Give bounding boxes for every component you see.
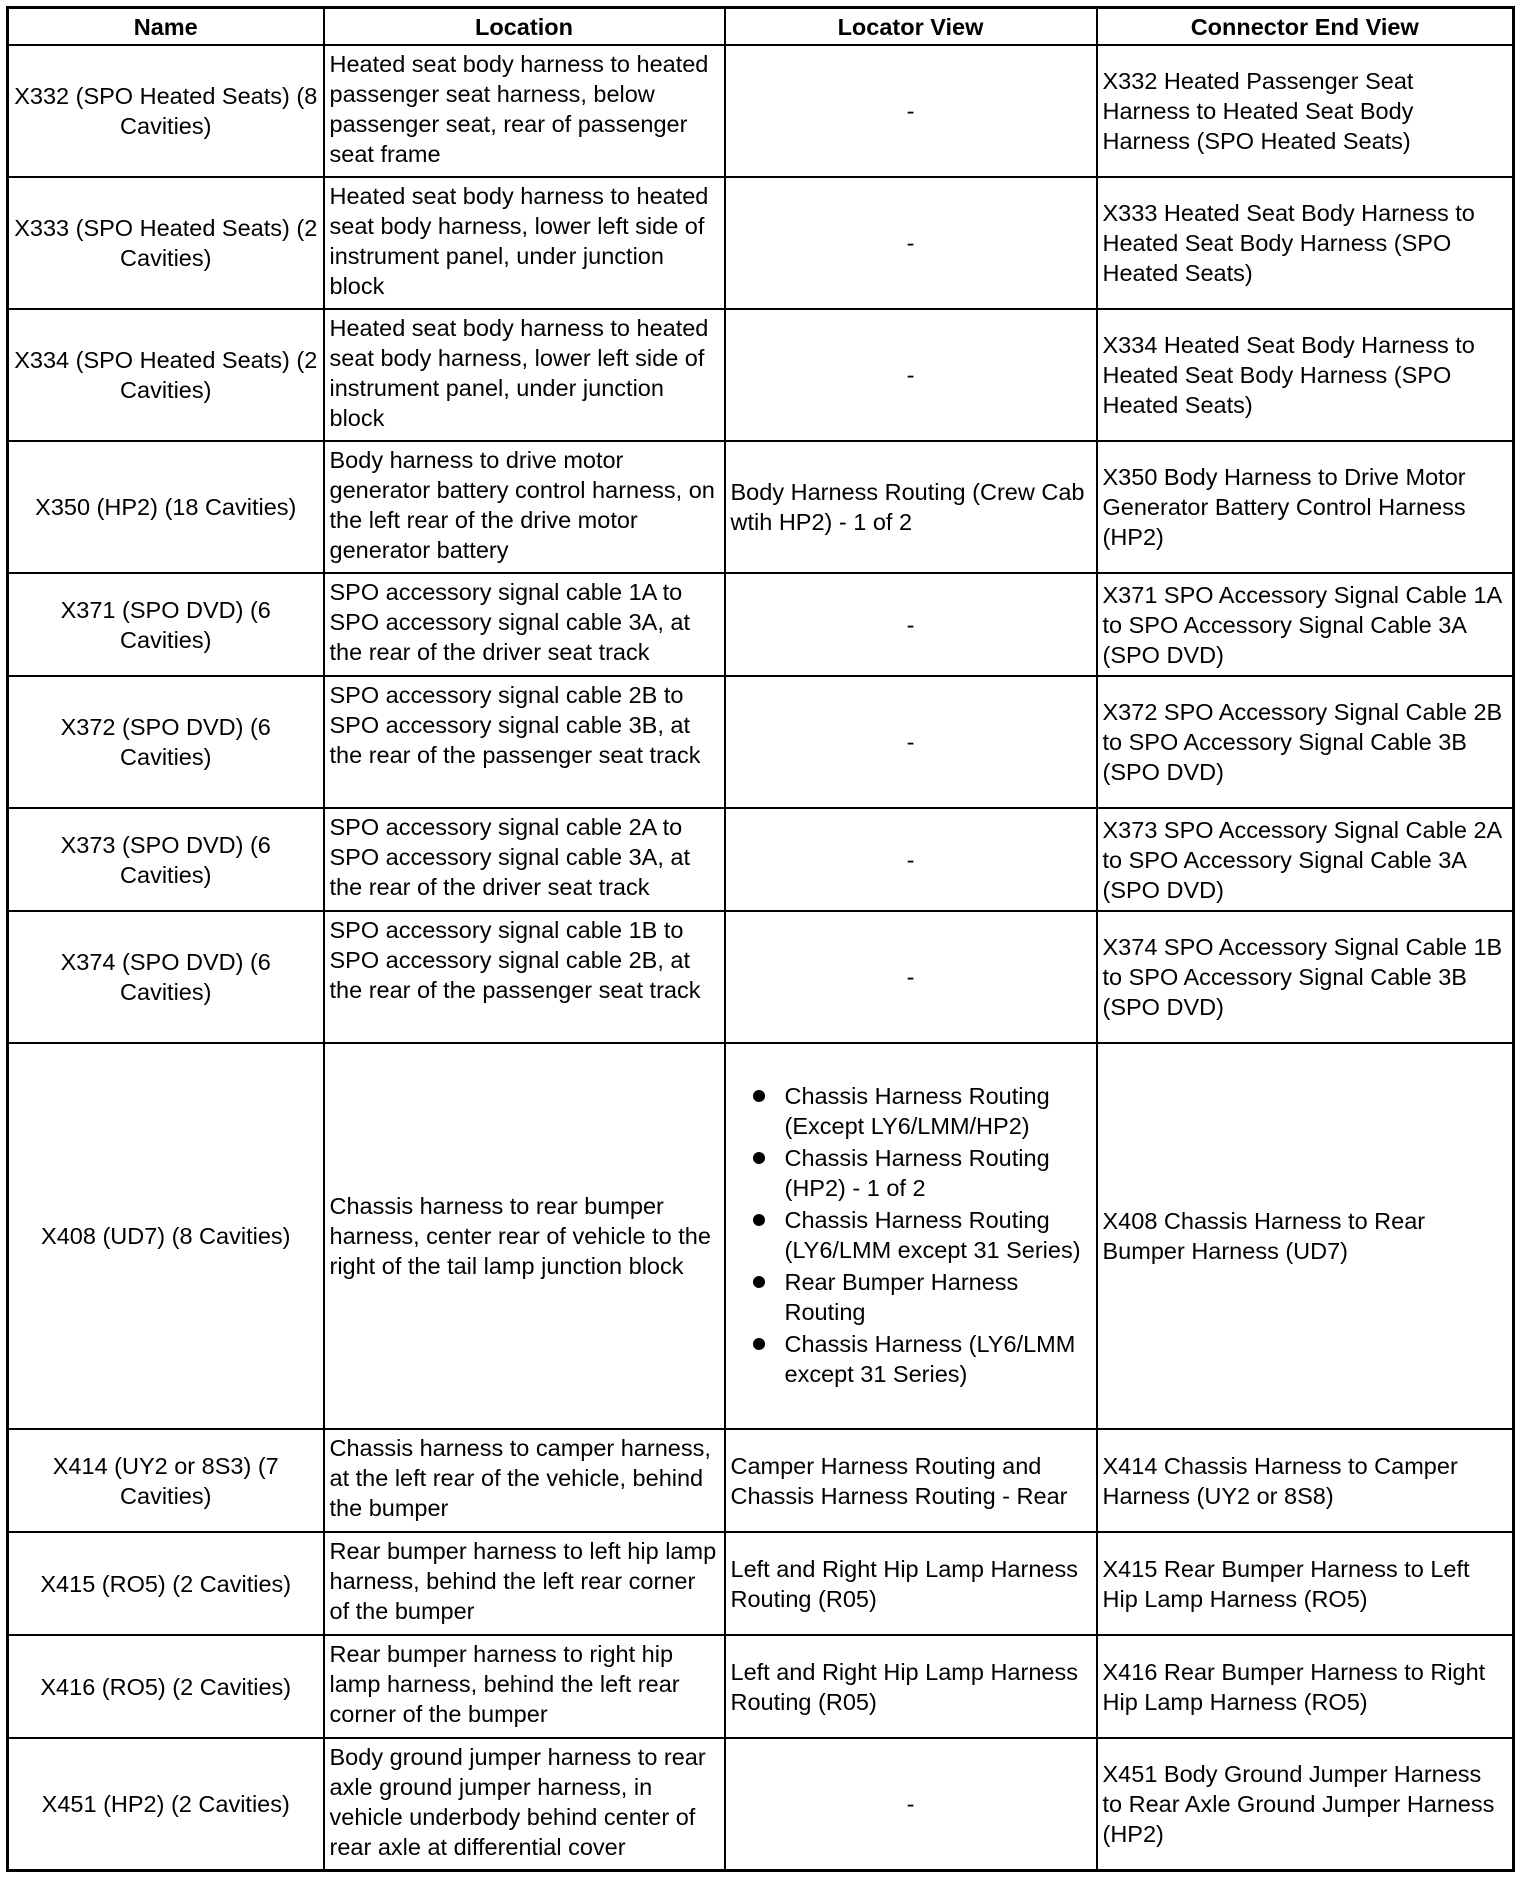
connector-location: Heated seat body harness to heated seat body harness, lower left side of instrument panel, under junction block xyxy=(324,177,725,309)
connector-end-view: X372 SPO Accessory Signal Cable 2B to SPO Accessory Signal Cable 3B (SPO DVD) xyxy=(1097,676,1514,808)
connector-name: X408 (UD7) (8 Cavities) xyxy=(8,1043,324,1429)
connector-name: X350 (HP2) (18 Cavities) xyxy=(8,441,324,573)
connector-end-view: X334 Heated Seat Body Harness to Heated Seat Body Harness (SPO Heated Seats) xyxy=(1097,309,1514,441)
locator-view: - xyxy=(725,45,1097,177)
connector-table xyxy=(6,6,1515,1872)
locator-view: Left and Right Hip Lamp Harness Routing (R05) xyxy=(725,1532,1097,1635)
connector-end-view: X408 Chassis Harness to Rear Bumper Harness (UD7) xyxy=(1097,1043,1514,1429)
table-row xyxy=(8,911,1514,1043)
connector-name: X415 (RO5) (2 Cavities) xyxy=(8,1532,324,1635)
connector-name: X372 (SPO DVD) (6 Cavities) xyxy=(8,676,324,808)
connector-location: SPO accessory signal cable 1B to SPO accessory signal cable 2B, at the rear of the passenger seat track xyxy=(324,911,725,1043)
connector-location: SPO accessory signal cable 1A to SPO accessory signal cable 3A, at the rear of the driver seat track xyxy=(324,573,725,676)
locator-view: - xyxy=(725,309,1097,441)
locator-view: - xyxy=(725,177,1097,309)
locator-view-list-item: Chassis Harness Routing (HP2) - 1 of 2 xyxy=(751,1143,1091,1203)
connector-end-view: X350 Body Harness to Drive Motor Generator Battery Control Harness (HP2) xyxy=(1097,441,1514,573)
table-row xyxy=(8,1635,1514,1738)
connector-location: Rear bumper harness to left hip lamp harness, behind the left rear corner of the bumper xyxy=(324,1532,725,1635)
table-row xyxy=(8,1429,1514,1532)
locator-view: Body Harness Routing (Crew Cab wtih HP2) - 1 of 2 xyxy=(725,441,1097,573)
connector-end-view: X333 Heated Seat Body Harness to Heated Seat Body Harness (SPO Heated Seats) xyxy=(1097,177,1514,309)
connector-end-view: X374 SPO Accessory Signal Cable 1B to SPO Accessory Signal Cable 3B (SPO DVD) xyxy=(1097,911,1514,1043)
connector-name: X451 (HP2) (2 Cavities) xyxy=(8,1738,324,1870)
table-row xyxy=(8,676,1514,808)
connector-name: X333 (SPO Heated Seats) (2 Cavities) xyxy=(8,177,324,309)
connector-location: SPO accessory signal cable 2B to SPO accessory signal cable 3B, at the rear of the passenger seat track xyxy=(324,676,725,808)
locator-view: - xyxy=(725,808,1097,911)
table-row xyxy=(8,441,1514,573)
connector-location: Heated seat body harness to heated passenger seat harness, below passenger seat, rear of passenger seat frame xyxy=(324,45,725,177)
connector-end-view: X373 SPO Accessory Signal Cable 2A to SPO Accessory Signal Cable 3A (SPO DVD) xyxy=(1097,808,1514,911)
table-row xyxy=(8,45,1514,177)
locator-view-list-item: Chassis Harness (LY6/LMM except 31 Series) xyxy=(751,1329,1091,1389)
connector-name: X416 (RO5) (2 Cavities) xyxy=(8,1635,324,1738)
connector-location: Body ground jumper harness to rear axle ground jumper harness, in vehicle underbody behind center of rear axle at differential cover xyxy=(324,1738,725,1870)
header-location: Location xyxy=(324,8,725,46)
table-row xyxy=(8,1738,1514,1870)
connector-name: X374 (SPO DVD) (6 Cavities) xyxy=(8,911,324,1043)
locator-view: - xyxy=(725,573,1097,676)
table-row xyxy=(8,177,1514,309)
connector-name: X414 (UY2 or 8S3) (7 Cavities) xyxy=(8,1429,324,1532)
connector-location: Body harness to drive motor generator battery control harness, on the left rear of the drive motor generator battery xyxy=(324,441,725,573)
connector-end-view: X332 Heated Passenger Seat Harness to Heated Seat Body Harness (SPO Heated Seats) xyxy=(1097,45,1514,177)
locator-view-list-item: Rear Bumper Harness Routing xyxy=(751,1267,1091,1327)
header-name: Name xyxy=(8,8,324,46)
locator-view: Left and Right Hip Lamp Harness Routing (R05) xyxy=(725,1635,1097,1738)
connector-name: X371 (SPO DVD) (6 Cavities) xyxy=(8,573,324,676)
connector-end-view: X416 Rear Bumper Harness to Right Hip Lamp Harness (RO5) xyxy=(1097,1635,1514,1738)
connector-end-view: X414 Chassis Harness to Camper Harness (UY2 or 8S8) xyxy=(1097,1429,1514,1532)
locator-view: Camper Harness Routing and Chassis Harness Routing - Rear xyxy=(725,1429,1097,1532)
table-row xyxy=(8,1043,1514,1429)
table-row xyxy=(8,1532,1514,1635)
connector-location: Chassis harness to camper harness, at the left rear of the vehicle, behind the bumper xyxy=(324,1429,725,1532)
header-row xyxy=(8,8,1514,46)
connector-location: Heated seat body harness to heated seat body harness, lower left side of instrument panel, under junction block xyxy=(324,309,725,441)
header-connector-end-view: Connector End View xyxy=(1097,8,1514,46)
table-row xyxy=(8,808,1514,911)
locator-view: - xyxy=(725,911,1097,1043)
connector-name: X332 (SPO Heated Seats) (8 Cavities) xyxy=(8,45,324,177)
connector-end-view: X415 Rear Bumper Harness to Left Hip Lamp Harness (RO5) xyxy=(1097,1532,1514,1635)
connector-end-view: X371 SPO Accessory Signal Cable 1A to SPO Accessory Signal Cable 3A (SPO DVD) xyxy=(1097,573,1514,676)
connector-location: Rear bumper harness to right hip lamp harness, behind the left rear corner of the bumper xyxy=(324,1635,725,1738)
locator-view: - xyxy=(725,1738,1097,1870)
locator-view-list xyxy=(731,1081,1091,1389)
connector-name: X334 (SPO Heated Seats) (2 Cavities) xyxy=(8,309,324,441)
locator-view: - xyxy=(725,676,1097,808)
connector-name: X373 (SPO DVD) (6 Cavities) xyxy=(8,808,324,911)
table-row xyxy=(8,309,1514,441)
locator-view xyxy=(725,1043,1097,1429)
connector-location: Chassis harness to rear bumper harness, center rear of vehicle to the right of the tail lamp junction block xyxy=(324,1043,725,1429)
locator-view-list-item: Chassis Harness Routing (Except LY6/LMM/HP2) xyxy=(751,1081,1091,1141)
connector-location: SPO accessory signal cable 2A to SPO accessory signal cable 3A, at the rear of the driver seat track xyxy=(324,808,725,911)
connector-end-view: X451 Body Ground Jumper Harness to Rear Axle Ground Jumper Harness (HP2) xyxy=(1097,1738,1514,1870)
table-row xyxy=(8,573,1514,676)
locator-view-list-item: Chassis Harness Routing (LY6/LMM except 31 Series) xyxy=(751,1205,1091,1265)
header-locator-view: Locator View xyxy=(725,8,1097,46)
